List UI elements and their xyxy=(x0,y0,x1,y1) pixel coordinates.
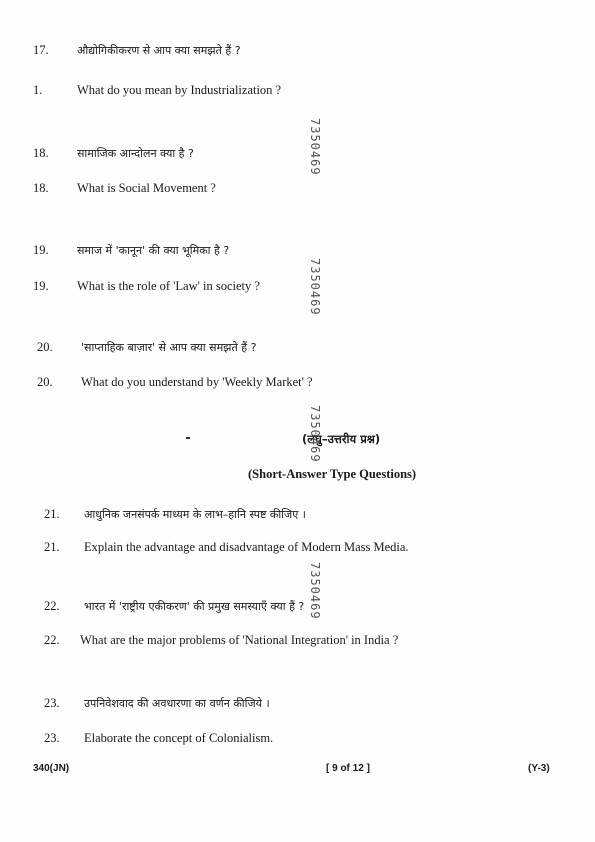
question-number: 23. xyxy=(44,731,60,745)
question-22-english xyxy=(44,633,398,648)
question-number: 22. xyxy=(44,633,60,647)
question-text-english: What do you mean by Industrialization ? xyxy=(77,83,282,97)
question-17-english xyxy=(33,83,281,98)
question-number: 23. xyxy=(44,696,60,710)
page-number: [ 9 of 12 ] xyxy=(326,763,370,774)
question-number: 18. xyxy=(33,146,49,160)
roll-number-stamp: 7350469 xyxy=(308,562,322,620)
roll-number-stamp: 7350469 xyxy=(308,118,322,176)
section-heading-hindi: (लघु–उत्तरीय प्रश्न) xyxy=(302,432,381,446)
question-22-hindi xyxy=(44,599,304,614)
question-text-hindi: समाज में 'कानून' की क्या भूमिका है ? xyxy=(77,244,230,257)
question-number: 19. xyxy=(33,279,49,293)
question-text-english: Explain the advantage and disadvantage of Modern Mass Media. xyxy=(84,540,409,554)
question-17-hindi xyxy=(33,43,241,58)
roll-number-stamp: 7350469 xyxy=(308,405,322,463)
question-text-english: What are the major problems of 'National Integration' in India ? xyxy=(80,633,399,647)
question-19-hindi xyxy=(33,243,229,258)
question-number: 17. xyxy=(33,43,49,57)
question-text-english: What do you understand by 'Weekly Market' ? xyxy=(81,375,313,389)
question-text-hindi: भारत में 'राष्ट्रीय एकीकरण' की प्रमुख समस्याएँ क्या हैं ? xyxy=(84,600,305,613)
question-18-english xyxy=(33,181,216,196)
question-19-english xyxy=(33,279,260,294)
question-number: 1. xyxy=(33,83,43,97)
question-21-english xyxy=(44,540,409,555)
question-number: 21. xyxy=(44,507,60,521)
question-text-hindi: 'साप्ताहिक बाज़ार' से आप क्या समझते हैं ? xyxy=(81,341,257,354)
question-number: 20. xyxy=(37,340,53,354)
question-text-english: Elaborate the concept of Colonialism. xyxy=(84,731,274,745)
question-18-hindi xyxy=(33,146,194,161)
roll-number-stamp: 7350469 xyxy=(308,258,322,316)
question-23-english xyxy=(44,731,273,746)
question-20-hindi xyxy=(37,340,256,355)
question-21-hindi xyxy=(44,507,306,522)
question-number: 21. xyxy=(44,540,60,554)
section-heading-english: (Short-Answer Type Questions) xyxy=(248,467,417,481)
question-text-hindi: उपनिवेशवाद की अवधारणा का वर्णन कीजिये । xyxy=(84,697,270,710)
question-number: 20. xyxy=(37,375,53,389)
question-23-hindi xyxy=(44,696,270,711)
question-text-english: What is the role of 'Law' in society ? xyxy=(77,279,260,293)
question-text-hindi: आधुनिक जनसंपर्क माध्यम के लाभ–हानि स्पष्ट कीजिए । xyxy=(84,508,306,521)
series-code: (Y-3) xyxy=(528,763,550,774)
question-text-hindi: सामाजिक आन्दोलन क्या है ? xyxy=(77,147,194,160)
question-text-english: What is Social Movement ? xyxy=(77,181,216,195)
stray-mark xyxy=(186,437,190,439)
question-number: 18. xyxy=(33,181,49,195)
paper-code: 340(JN) xyxy=(33,763,70,774)
question-20-english xyxy=(37,375,313,390)
question-text-hindi: औद्योगिकीकरण से आप क्या समझते हैं ? xyxy=(77,44,241,57)
question-number: 22. xyxy=(44,599,60,613)
question-number: 19. xyxy=(33,243,49,257)
